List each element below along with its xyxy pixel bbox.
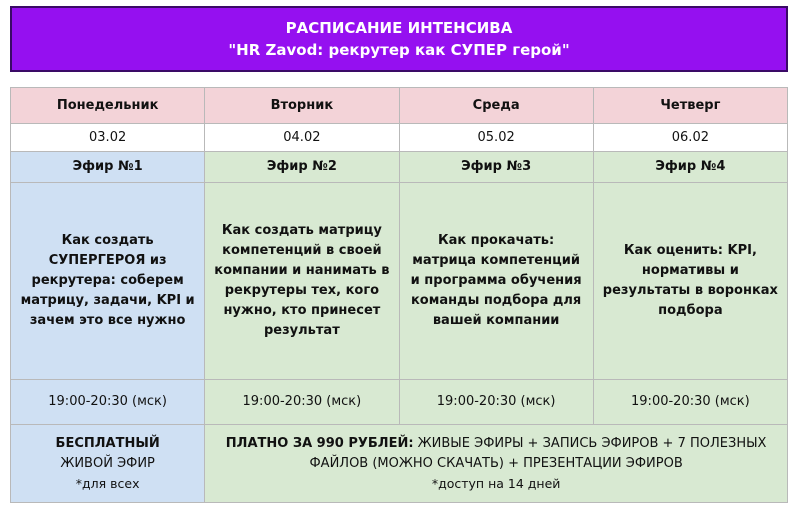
header-subtitle: "HR Zavod: рекрутер как СУПЕР герой"	[228, 41, 570, 59]
broadcast-cell: Эфир №1	[11, 152, 205, 183]
dates-row	[11, 124, 788, 152]
topics-row	[11, 183, 788, 380]
time-cell: 19:00-20:30 (мск)	[11, 380, 205, 425]
day-cell: Четверг	[593, 88, 787, 124]
day-cell: Понедельник	[11, 88, 205, 124]
times-row	[11, 380, 788, 425]
day-cell: Вторник	[205, 88, 399, 124]
time-cell: 19:00-20:30 (мск)	[593, 380, 787, 425]
days-row	[11, 88, 788, 124]
broadcast-cell: Эфир №3	[399, 152, 593, 183]
topic-cell: Как создать матрицу компетенций в своей компании и нанимать в рекрутеры тех, кого нужно, кто принесет результат	[205, 183, 399, 380]
free-pricing-cell	[11, 425, 205, 503]
topic-cell: Как создать СУПЕРГЕРОЯ из рекрутера: соберем матрицу, задачи, KPI и зачем это все нужно	[11, 183, 205, 380]
topic-cell: Как оценить: KPI, нормативы и результаты в воронках подбора	[593, 183, 787, 380]
date-cell: 04.02	[205, 124, 399, 152]
free-title: БЕСПЛАТНЫЙ	[55, 435, 160, 451]
free-subtitle: ЖИВОЙ ЭФИР	[60, 455, 155, 471]
date-cell: 03.02	[11, 124, 205, 152]
schedule-header	[10, 6, 788, 72]
paid-text: ЖИВЫЕ ЭФИРЫ + ЗАПИСЬ ЭФИРОВ + 7 ПОЛЕЗНЫХ ФАЙЛОВ (МОЖНО СКАЧАТЬ) + ПРЕЗЕНТАЦИИ ЭФИРОВ	[309, 435, 767, 471]
date-cell: 06.02	[593, 124, 787, 152]
header-title: РАСПИСАНИЕ ИНТЕНСИВА	[285, 19, 513, 37]
paid-pricing-cell	[205, 425, 788, 503]
broadcasts-row	[11, 152, 788, 183]
topic-cell: Как прокачать: матрица компетенций и программа обучения команды подбора для вашей компании	[399, 183, 593, 380]
broadcast-cell: Эфир №4	[593, 152, 787, 183]
schedule-table	[10, 87, 788, 503]
broadcast-cell: Эфир №2	[205, 152, 399, 183]
time-cell: 19:00-20:30 (мск)	[399, 380, 593, 425]
pricing-row	[11, 425, 788, 503]
date-cell: 05.02	[399, 124, 593, 152]
day-cell: Среда	[399, 88, 593, 124]
time-cell: 19:00-20:30 (мск)	[205, 380, 399, 425]
paid-title: ПЛАТНО ЗА 990 РУБЛЕЙ:	[225, 435, 414, 451]
paid-note: *доступ на 14 дней	[431, 475, 561, 491]
free-note: *для всех	[75, 475, 140, 491]
